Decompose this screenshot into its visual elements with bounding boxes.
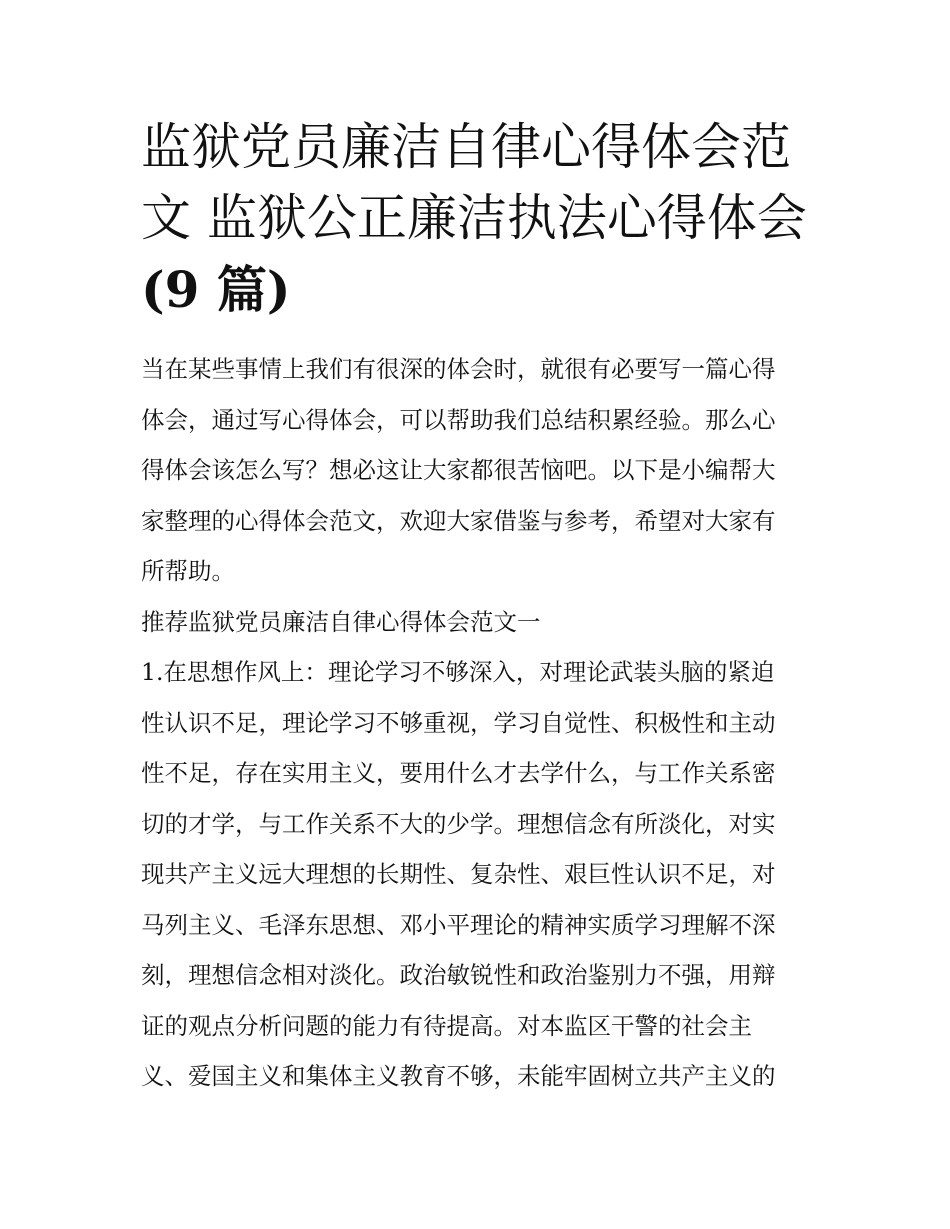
title-line-1: 监狱党员廉洁自律心得体会范 <box>141 118 791 176</box>
section-heading <box>141 597 813 648</box>
title-line-3: (9 篇) <box>141 260 291 319</box>
point-1-line-3: 性不足，存在实用主义，要用什么才去学什么，与工作关系密 <box>141 759 776 787</box>
point-1-line-1: 1.在思想作风上：理论学习不够深入，对理论武装头脑的紧迫 <box>141 658 775 686</box>
intro-line-2: 体会，通过写心得体会，可以帮助我们总结积累经验。那么心 <box>141 405 776 434</box>
title-line-2: 文 监狱公正廉洁执法心得体会 <box>141 189 807 247</box>
intro-line-5: 所帮助。 <box>141 557 235 585</box>
intro-paragraph <box>141 344 813 597</box>
section-heading-text: 推荐监狱党员廉洁自律心得体会范文一 <box>141 607 541 636</box>
point-1-line-9: 义、爱国主义和集体主义教育不够，未能牢固树立共产主义的 <box>141 1062 776 1090</box>
point-1-line-2: 性认识不足，理论学习不够重视，学习自觉性、积极性和主动 <box>141 708 776 737</box>
document-title <box>141 112 813 325</box>
point-1-line-5: 现共产主义远大理想的长期性、复杂性、艰巨性认识不足，对 <box>141 860 776 888</box>
intro-line-1: 当在某些事情上我们有很深的体会时，就很有必要写一篇心得 <box>141 355 776 383</box>
intro-line-4: 家整理的心得体会范文，欢迎大家借鉴与参考，希望对大家有 <box>141 506 776 535</box>
intro-line-3: 得体会该怎么写？想必这让大家都很苦恼吧。以下是小编帮大 <box>141 456 776 484</box>
point-1-paragraph <box>141 647 813 1102</box>
point-1-line-8: 证的观点分析问题的能力有待提高。对本监区干警的社会主 <box>141 1011 752 1040</box>
point-1-line-6: 马列主义、毛泽东思想、邓小平理论的精神实质学习理解不深 <box>141 910 776 939</box>
point-1-line-4: 切的才学，与工作关系不大的少学。理想信念有所淡化，对实 <box>141 809 776 838</box>
document-body <box>141 344 813 1102</box>
point-1-line-7: 刻，理想信念相对淡化。政治敏锐性和政治鉴别力不强，用辩 <box>141 961 776 989</box>
document-page <box>141 112 813 1102</box>
